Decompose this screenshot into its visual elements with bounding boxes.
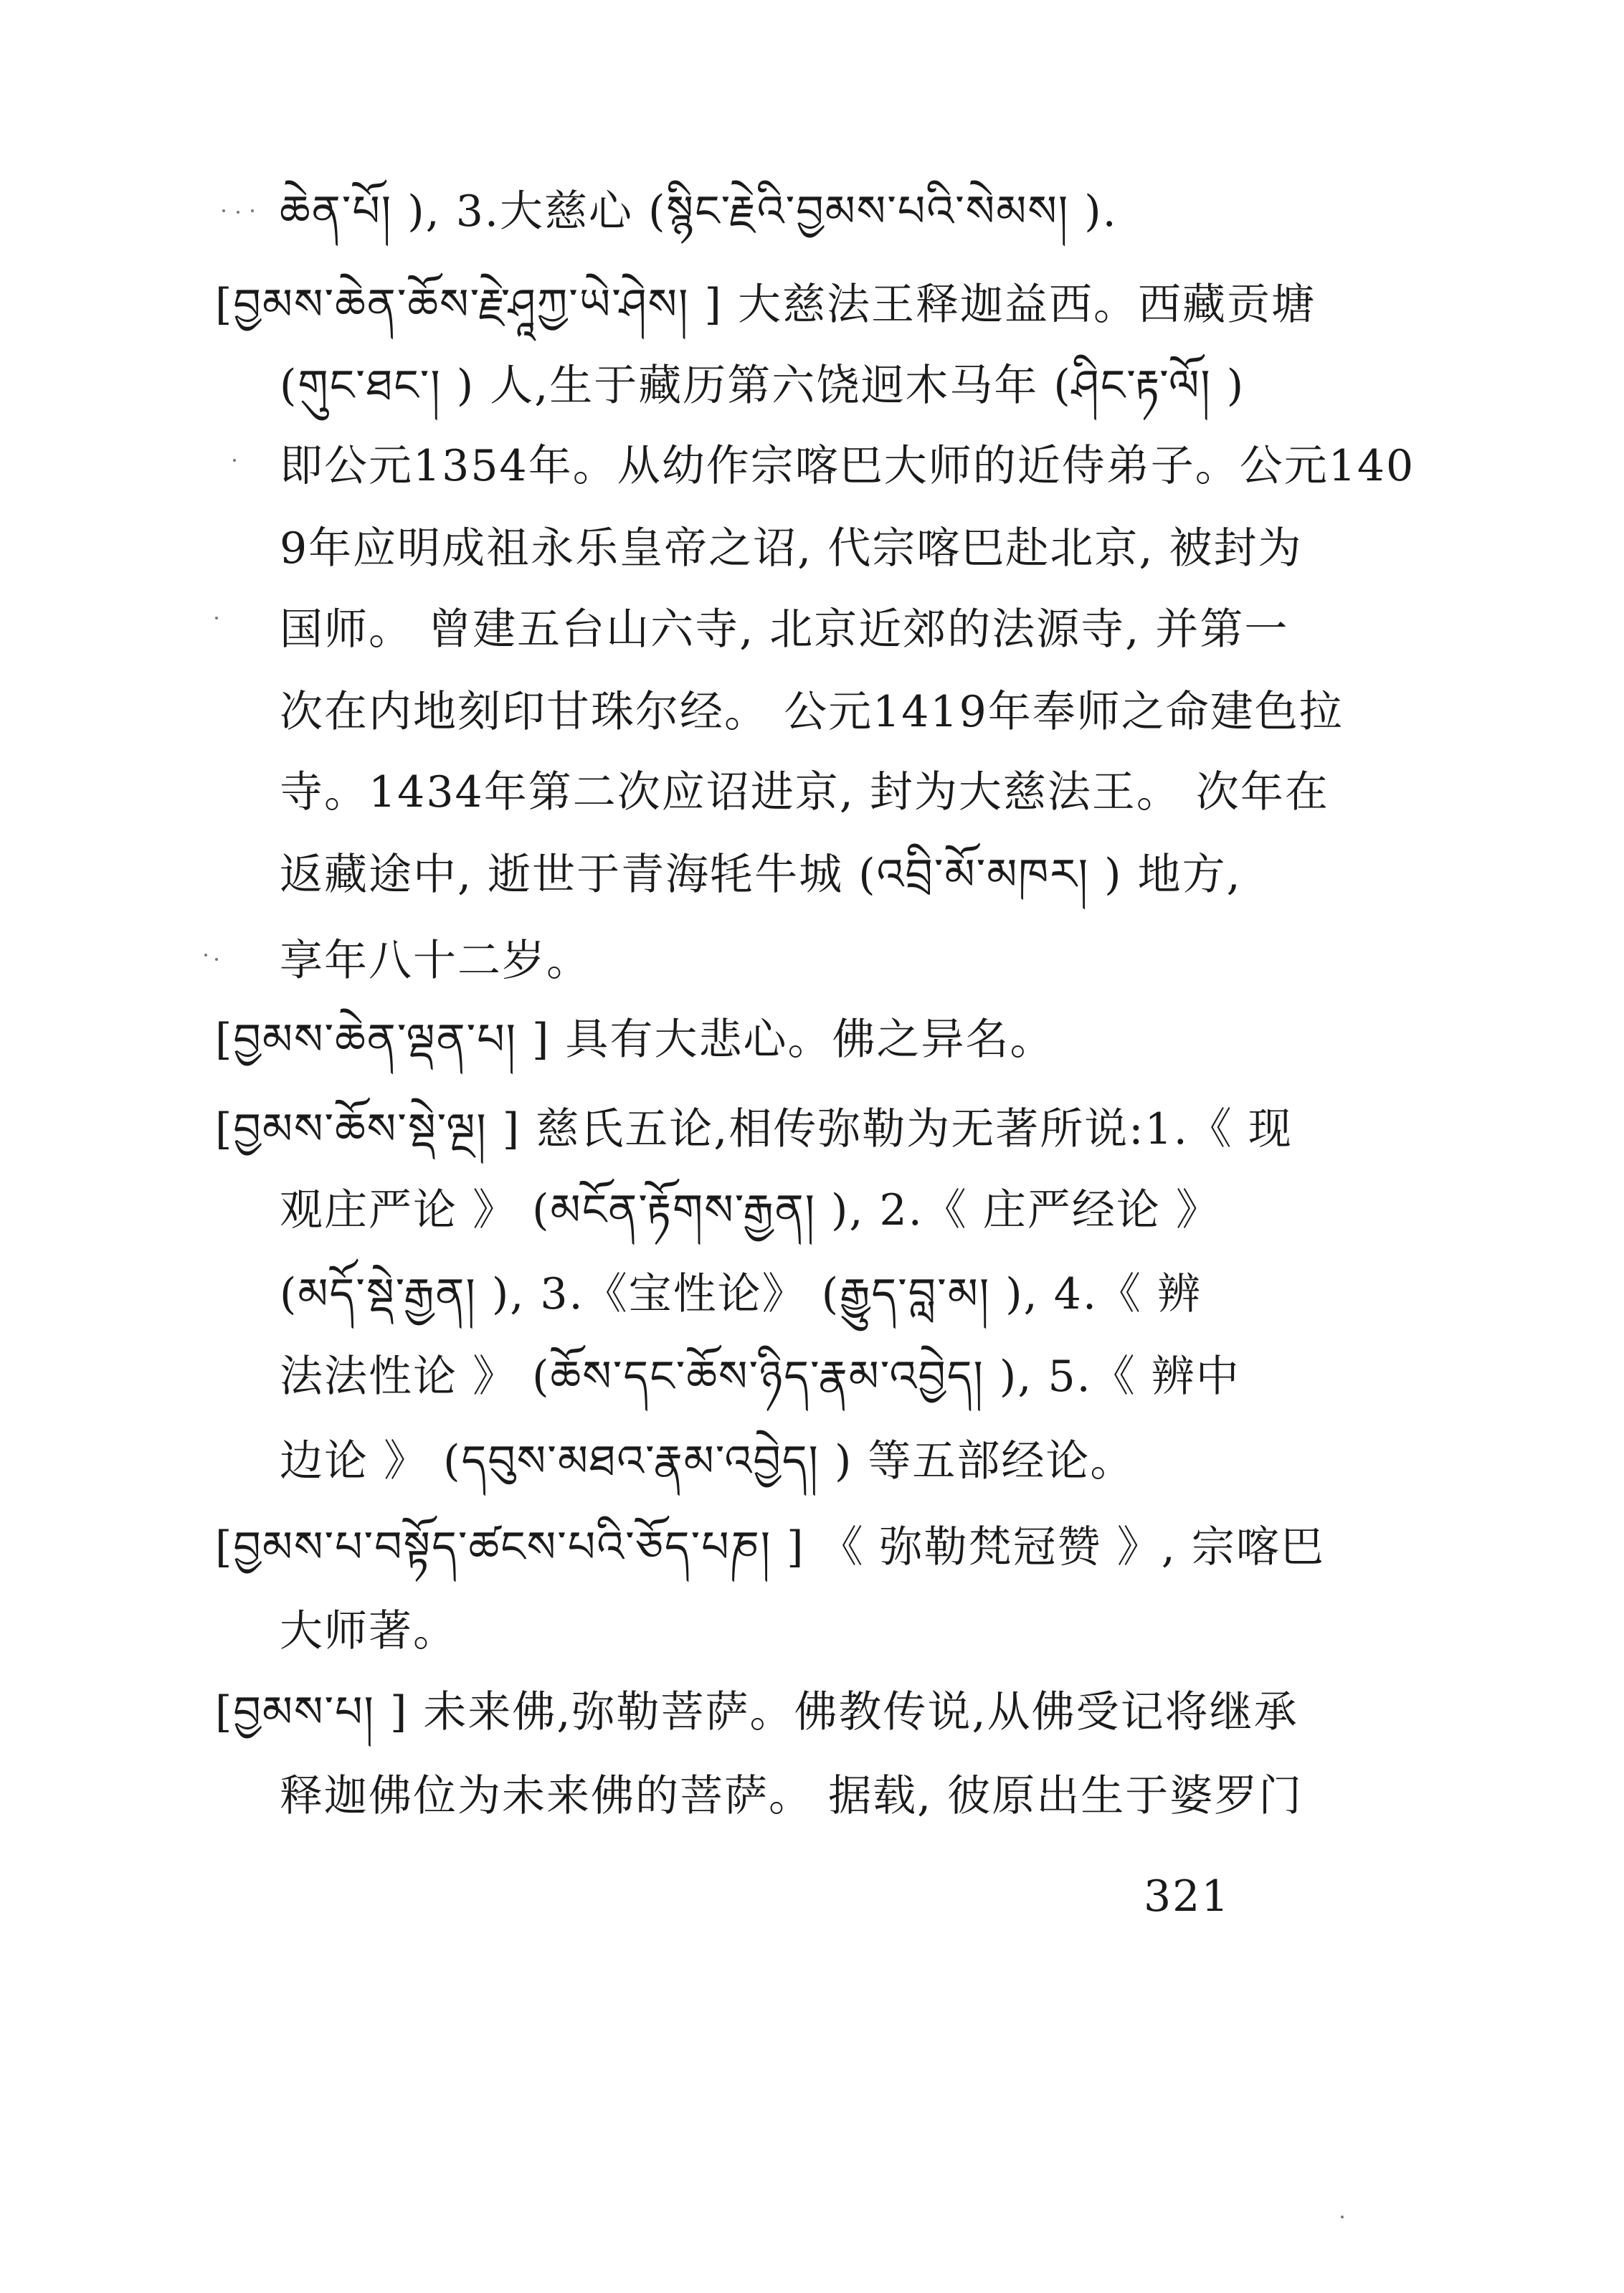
text-line: 法法性论 》 (ཆོས་དང་ཆོས་ཉིད་རྣམ་འབྱེད། ), 5.《 辨中	[280, 1352, 1240, 1402]
page-number: 321	[1144, 1871, 1230, 1922]
scan-speck	[204, 954, 207, 956]
text-line: ཆེན་པོ། ), 3.大慈心 (སྙིང་རྗེའི་བྱམས་པའི་སེམས། ).	[280, 186, 1118, 237]
text-line: (གུང་ཐང་། ) 人,生于藏历第六饶迥木马年 (ཤིང་རྟ་ལོ། )	[280, 361, 1245, 411]
scan-speck	[215, 958, 218, 961]
text-line: 次在内地刻印甘珠尔经。 公元1419年奉师之命建色拉	[280, 687, 1344, 737]
scan-speck	[1341, 2216, 1344, 2218]
entry-headword-line: [བྱམས་པ་བསྟོད་ཚངས་པའི་ཅོད་པཎ། ] 《 弥勒梵冠赞 》, 宗喀巴	[215, 1522, 1325, 1572]
text-line: 观庄严论 》 (མངོན་རྟོགས་རྒྱན། ), 2.《 庄严经论 》	[280, 1185, 1220, 1235]
text-line: (མདོ་སྡེ་རྒྱན། ), 3.《宝性论》 (རྒྱུད་བླ་མ། ), 4.《 辨	[280, 1269, 1202, 1319]
text-line: 返藏途中, 逝世于青海牦牛城 (འབྲི་མོ་མཁར། ) 地方,	[280, 850, 1242, 900]
text-line: 国师。 曾建五台山六寺, 北京近郊的法源寺, 并第一	[280, 604, 1289, 655]
scan-speck	[251, 209, 254, 212]
scan-speck	[222, 209, 225, 212]
scan-speck	[233, 459, 236, 462]
entry-headword-line: [བྱམས་ཆེན་ཆོས་རྗེ་ཤཱཀྱ་ཡེ་ཤེས། ] 大慈法王释迦益西。西藏贡塘	[215, 280, 1316, 330]
text-line: 寺。1434年第二次应诏进京, 封为大慈法王。 次年在	[280, 767, 1329, 817]
text-line: 9年应明成祖永乐皇帝之诏, 代宗喀巴赴北京, 被封为	[280, 523, 1303, 574]
entry-headword-line: [བྱམས་པ། ] 未来佛,弥勒菩萨。佛教传说,从佛受记将继承	[215, 1687, 1298, 1737]
scan-speck	[215, 617, 218, 619]
text-line: 释迦佛位为未来佛的菩萨。 据载, 彼原出生于婆罗门	[280, 1771, 1304, 1821]
entry-headword-line: [བྱམས་ཆེན་ལྡན་པ། ] 具有大悲心。佛之异名。	[215, 1015, 1055, 1065]
scan-speck	[237, 211, 239, 214]
text-line: 大师著。	[280, 1606, 457, 1656]
text-line: 享年八十二岁。	[280, 936, 591, 986]
text-line: 边论 》 (དབུས་མཐའ་རྣམ་འབྱེད། ) 等五部经论。	[280, 1436, 1135, 1486]
entry-headword-line: [བྱམས་ཆོས་སྡེ་ལྔ། ] 慈氏五论,相传弥勒为无著所说:1.《 现	[215, 1104, 1293, 1154]
text-line: 即公元1354年。从幼作宗喀巴大师的近侍弟子。公元140	[280, 441, 1415, 491]
